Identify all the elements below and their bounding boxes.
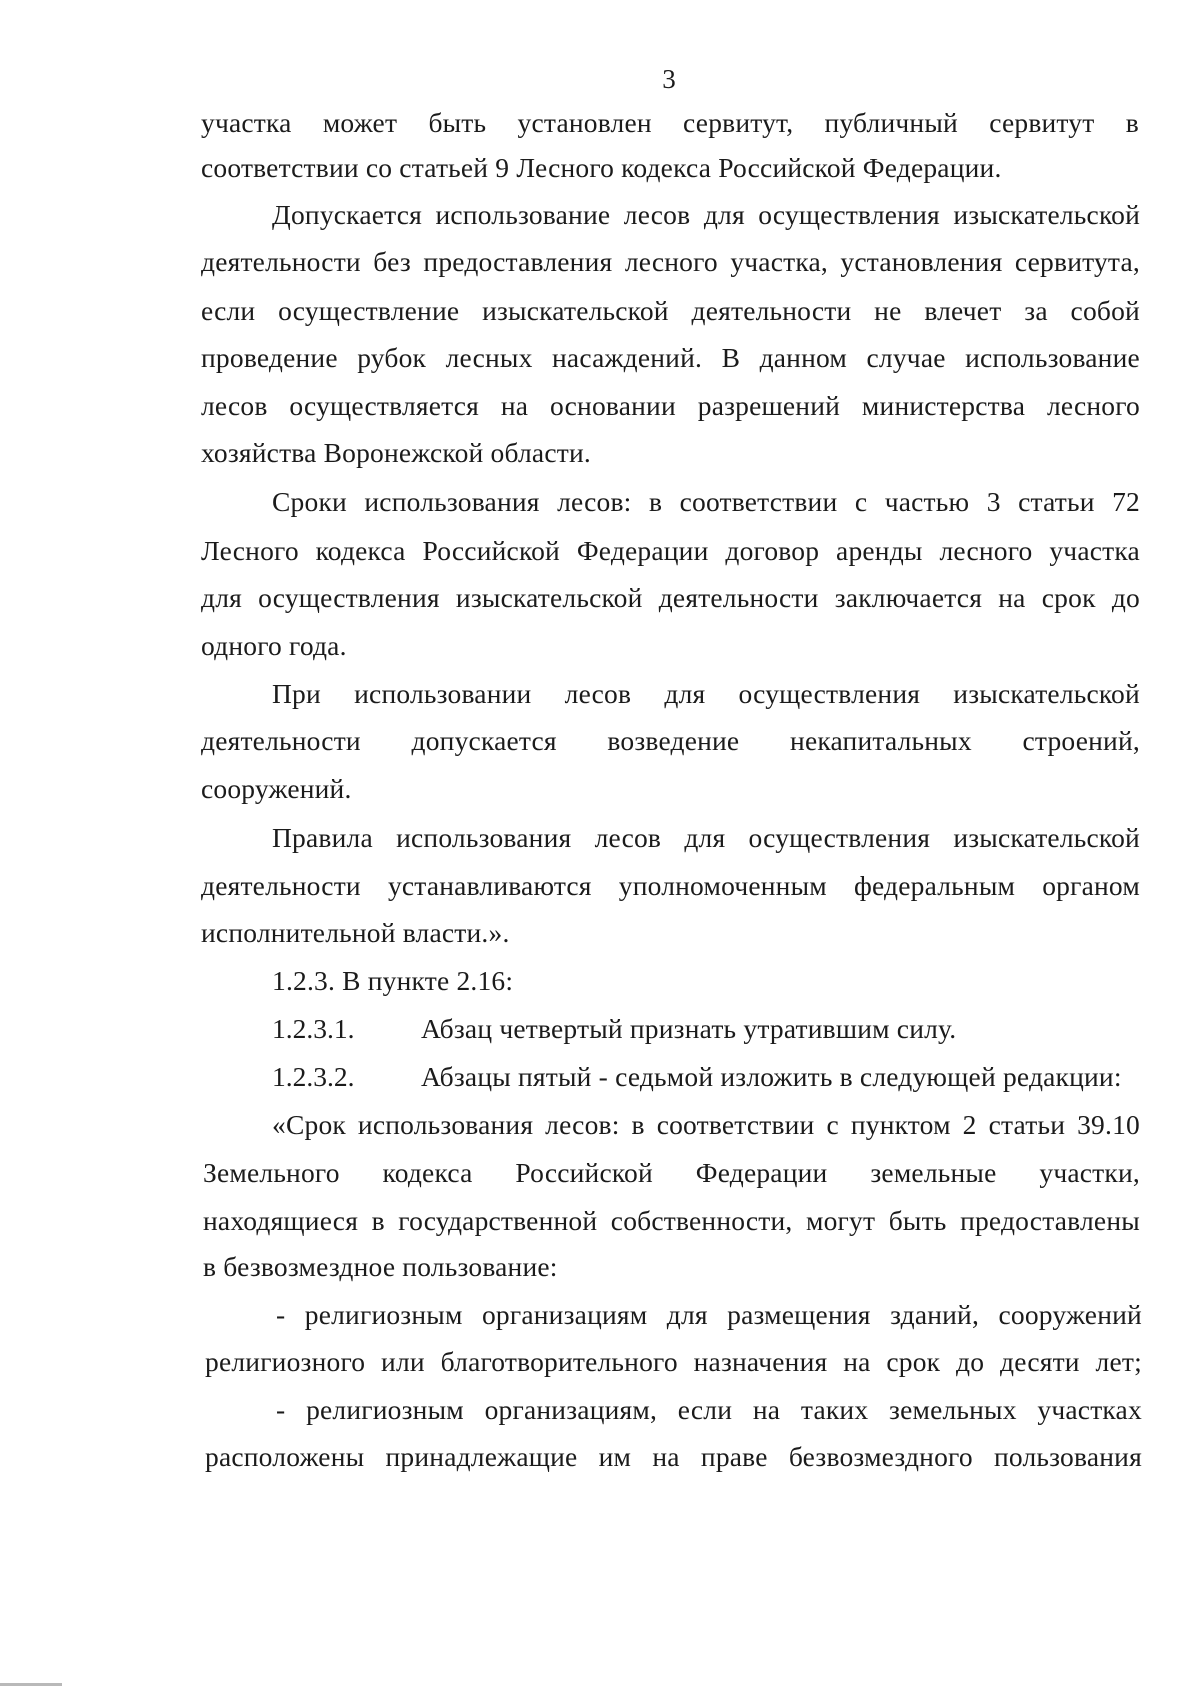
text-line-21: Абзацы пятый - седьмой изложить в следующей редакции: bbox=[421, 1061, 1122, 1092]
text-line-10 bbox=[201, 535, 1140, 567]
word: влечет bbox=[924, 295, 1002, 326]
word: изыскательской bbox=[953, 822, 1140, 853]
word: быть bbox=[888, 1205, 947, 1236]
word: договор bbox=[725, 535, 820, 566]
word: основании bbox=[550, 390, 676, 421]
word: расположены bbox=[205, 1441, 365, 1472]
word: органом bbox=[1042, 870, 1140, 901]
word: - bbox=[276, 1394, 286, 1425]
word: в bbox=[371, 1205, 385, 1236]
word: частью bbox=[884, 486, 970, 517]
word: 39.10 bbox=[1077, 1109, 1140, 1140]
text-line-07 bbox=[201, 390, 1140, 422]
word: федеральным bbox=[854, 870, 1016, 901]
word: пользования bbox=[993, 1441, 1142, 1472]
text-line-05 bbox=[201, 295, 1140, 327]
text-line-11 bbox=[201, 582, 1140, 614]
word: срок bbox=[886, 1346, 941, 1377]
text-line-06 bbox=[201, 342, 1140, 374]
word: осуществления bbox=[258, 582, 440, 613]
word: установления bbox=[840, 246, 1003, 277]
word: могут bbox=[806, 1205, 876, 1236]
word: зданий, bbox=[890, 1299, 980, 1330]
word: на bbox=[998, 582, 1026, 613]
word: допускается bbox=[411, 725, 557, 756]
text-line-18: исполнительной власти.». bbox=[201, 917, 510, 948]
word: для bbox=[666, 1299, 708, 1330]
word: если bbox=[201, 295, 256, 326]
word: кодекса bbox=[382, 1157, 473, 1188]
word: случае bbox=[866, 342, 946, 373]
word: использования bbox=[396, 822, 572, 853]
word: или bbox=[381, 1346, 425, 1377]
word: участка bbox=[201, 107, 292, 138]
item-number-1231: 1.2.3.1. bbox=[272, 1013, 355, 1044]
word: может bbox=[322, 107, 398, 138]
text-line-22 bbox=[272, 1109, 1140, 1141]
word: религиозного bbox=[205, 1346, 366, 1377]
word: для bbox=[201, 582, 242, 613]
word: в bbox=[1125, 107, 1139, 138]
word: быть bbox=[428, 107, 487, 138]
word: лесов bbox=[201, 390, 268, 421]
word: без bbox=[373, 246, 411, 277]
word: сервитута, bbox=[1014, 246, 1140, 277]
word: размещения bbox=[727, 1299, 871, 1330]
word: с bbox=[854, 486, 868, 517]
word: лесов: bbox=[545, 1109, 620, 1140]
word: При bbox=[272, 678, 321, 709]
word: пунктом bbox=[850, 1109, 951, 1140]
word: земельные bbox=[870, 1157, 997, 1188]
word: Сроки bbox=[272, 486, 347, 517]
word: на bbox=[752, 1394, 781, 1425]
word: предоставлены bbox=[960, 1205, 1140, 1236]
word: аренды bbox=[836, 535, 923, 566]
word: использование bbox=[435, 199, 611, 230]
word: изыскательской bbox=[953, 199, 1140, 230]
item-number-1232: 1.2.3.2. bbox=[272, 1061, 355, 1092]
text-line-19: 1.2.3. В пункте 2.16: bbox=[272, 965, 514, 996]
word: им bbox=[598, 1441, 632, 1472]
text-line-17 bbox=[201, 870, 1140, 902]
text-line-01 bbox=[201, 107, 1139, 139]
word: деятельности bbox=[201, 725, 361, 756]
word: лесов: bbox=[557, 486, 632, 517]
word: 72 bbox=[1112, 486, 1140, 517]
word: кодекса bbox=[315, 535, 406, 566]
word: на bbox=[500, 390, 529, 421]
text-line-14 bbox=[201, 725, 1140, 757]
word: Правила bbox=[272, 822, 373, 853]
word: Российской bbox=[515, 1157, 653, 1188]
word: Российской bbox=[422, 535, 560, 566]
word: собой bbox=[1070, 295, 1140, 326]
word: лесных bbox=[445, 342, 533, 373]
word: религиозным bbox=[304, 1299, 463, 1330]
word: статьи bbox=[988, 1109, 1066, 1140]
word: лет; bbox=[1095, 1346, 1142, 1377]
word: осуществления bbox=[738, 678, 921, 709]
word: Федерации bbox=[695, 1157, 828, 1188]
word: безвозмездного bbox=[788, 1441, 973, 1472]
word: деятельности bbox=[691, 295, 852, 326]
word: данном bbox=[759, 342, 848, 373]
word: соответствии bbox=[656, 1109, 815, 1140]
word: для bbox=[703, 199, 745, 230]
word: собственности, bbox=[610, 1205, 793, 1236]
word: до bbox=[1111, 582, 1140, 613]
word: устанавливаются bbox=[387, 870, 592, 901]
text-line-03 bbox=[272, 199, 1140, 231]
word: сооружений bbox=[998, 1299, 1142, 1330]
word: 3 bbox=[986, 486, 1001, 517]
text-line-09 bbox=[272, 486, 1140, 518]
word: находящиеся bbox=[203, 1205, 359, 1236]
word: принадлежащие bbox=[385, 1441, 578, 1472]
word: статьи bbox=[1018, 486, 1095, 517]
word: использование bbox=[965, 342, 1140, 373]
word: 2 bbox=[962, 1109, 977, 1140]
word: не bbox=[874, 295, 902, 326]
word: Лесного bbox=[201, 535, 299, 566]
word: в bbox=[648, 486, 663, 517]
word: сервитут bbox=[989, 107, 1095, 138]
word: В bbox=[721, 342, 741, 373]
word: Допускается bbox=[272, 199, 422, 230]
text-line-23 bbox=[203, 1157, 1140, 1189]
word: использования bbox=[357, 1109, 534, 1140]
word: за bbox=[1024, 295, 1048, 326]
word: лесов bbox=[623, 199, 691, 230]
word: министерства bbox=[861, 390, 1026, 421]
text-line-27 bbox=[205, 1346, 1142, 1378]
word: деятельности bbox=[201, 870, 361, 901]
word: лесного bbox=[624, 246, 718, 277]
text-line-26 bbox=[276, 1299, 1142, 1331]
word: проведение bbox=[201, 342, 338, 373]
word: земельных bbox=[889, 1394, 1017, 1425]
word: организациям bbox=[481, 1299, 648, 1330]
scan-edge-mark bbox=[0, 1683, 62, 1686]
word: религиозным bbox=[306, 1394, 464, 1425]
word: десяти bbox=[1000, 1346, 1080, 1377]
word: осуществления bbox=[748, 822, 931, 853]
word: Федерации bbox=[576, 535, 709, 566]
word: организациям, bbox=[484, 1394, 658, 1425]
word: осуществление bbox=[278, 295, 460, 326]
word: строений, bbox=[1022, 725, 1140, 756]
word: на bbox=[843, 1346, 871, 1377]
word: до bbox=[956, 1346, 985, 1377]
text-line-20: Абзац четвертый признать утратившим силу. bbox=[421, 1013, 957, 1044]
word: лесов bbox=[594, 822, 662, 853]
word: Земельного bbox=[203, 1157, 340, 1188]
word: уполномоченным bbox=[618, 870, 827, 901]
word: предоставления bbox=[423, 246, 613, 277]
word: участка bbox=[1049, 535, 1140, 566]
word: лесов bbox=[564, 678, 632, 709]
word: некапитальных bbox=[790, 725, 972, 756]
word: участках bbox=[1037, 1394, 1142, 1425]
word: осуществления bbox=[758, 199, 940, 230]
word: государственной bbox=[398, 1205, 598, 1236]
word: «Срок bbox=[272, 1109, 346, 1140]
text-line-08: хозяйства Воронежской области. bbox=[201, 437, 591, 468]
word: деятельности bbox=[201, 246, 361, 277]
text-line-12: одного года. bbox=[201, 630, 347, 661]
word: лесного bbox=[1046, 390, 1140, 421]
text-line-02: соответствии со статьей 9 Лесного кодекса Российской Федерации. bbox=[201, 152, 1002, 183]
word: срок bbox=[1041, 582, 1096, 613]
word: деятельности bbox=[658, 582, 819, 613]
word: - bbox=[276, 1299, 286, 1330]
word: участки, bbox=[1039, 1157, 1140, 1188]
text-line-25: в безвозмездное пользование: bbox=[203, 1251, 558, 1282]
text-line-24 bbox=[203, 1205, 1140, 1237]
word: изыскательской bbox=[455, 582, 643, 613]
word: рубок bbox=[357, 342, 427, 373]
word: в bbox=[631, 1109, 645, 1140]
word: с bbox=[826, 1109, 839, 1140]
word: возведение bbox=[607, 725, 740, 756]
text-line-29 bbox=[205, 1441, 1142, 1473]
word: для bbox=[664, 678, 706, 709]
word: благотворительного bbox=[440, 1346, 678, 1377]
word: праве bbox=[700, 1441, 768, 1472]
word: публичный bbox=[824, 107, 958, 138]
word: заключается bbox=[834, 582, 983, 613]
word: сервитут, bbox=[683, 107, 794, 138]
text-line-28 bbox=[276, 1394, 1142, 1426]
word: лесного bbox=[939, 535, 1033, 566]
word: установлен bbox=[517, 107, 652, 138]
word: использовании bbox=[354, 678, 532, 709]
text-line-13 bbox=[272, 678, 1140, 710]
word: изыскательской bbox=[953, 678, 1140, 709]
word: если bbox=[677, 1394, 733, 1425]
page-number: 3 bbox=[662, 64, 676, 94]
word: разрешений bbox=[697, 390, 841, 421]
word: соответствии bbox=[679, 486, 838, 517]
text-line-15: сооружений. bbox=[201, 773, 352, 804]
word: на bbox=[652, 1441, 680, 1472]
word: назначения bbox=[693, 1346, 828, 1377]
text-line-04 bbox=[201, 246, 1140, 278]
word: насаждений. bbox=[552, 342, 703, 373]
text-line-16 bbox=[272, 822, 1140, 854]
word: участка, bbox=[730, 246, 828, 277]
word: для bbox=[684, 822, 726, 853]
word: осуществляется bbox=[289, 390, 479, 421]
word: таких bbox=[800, 1394, 869, 1425]
word: использования bbox=[364, 486, 540, 517]
word: изыскательской bbox=[482, 295, 669, 326]
